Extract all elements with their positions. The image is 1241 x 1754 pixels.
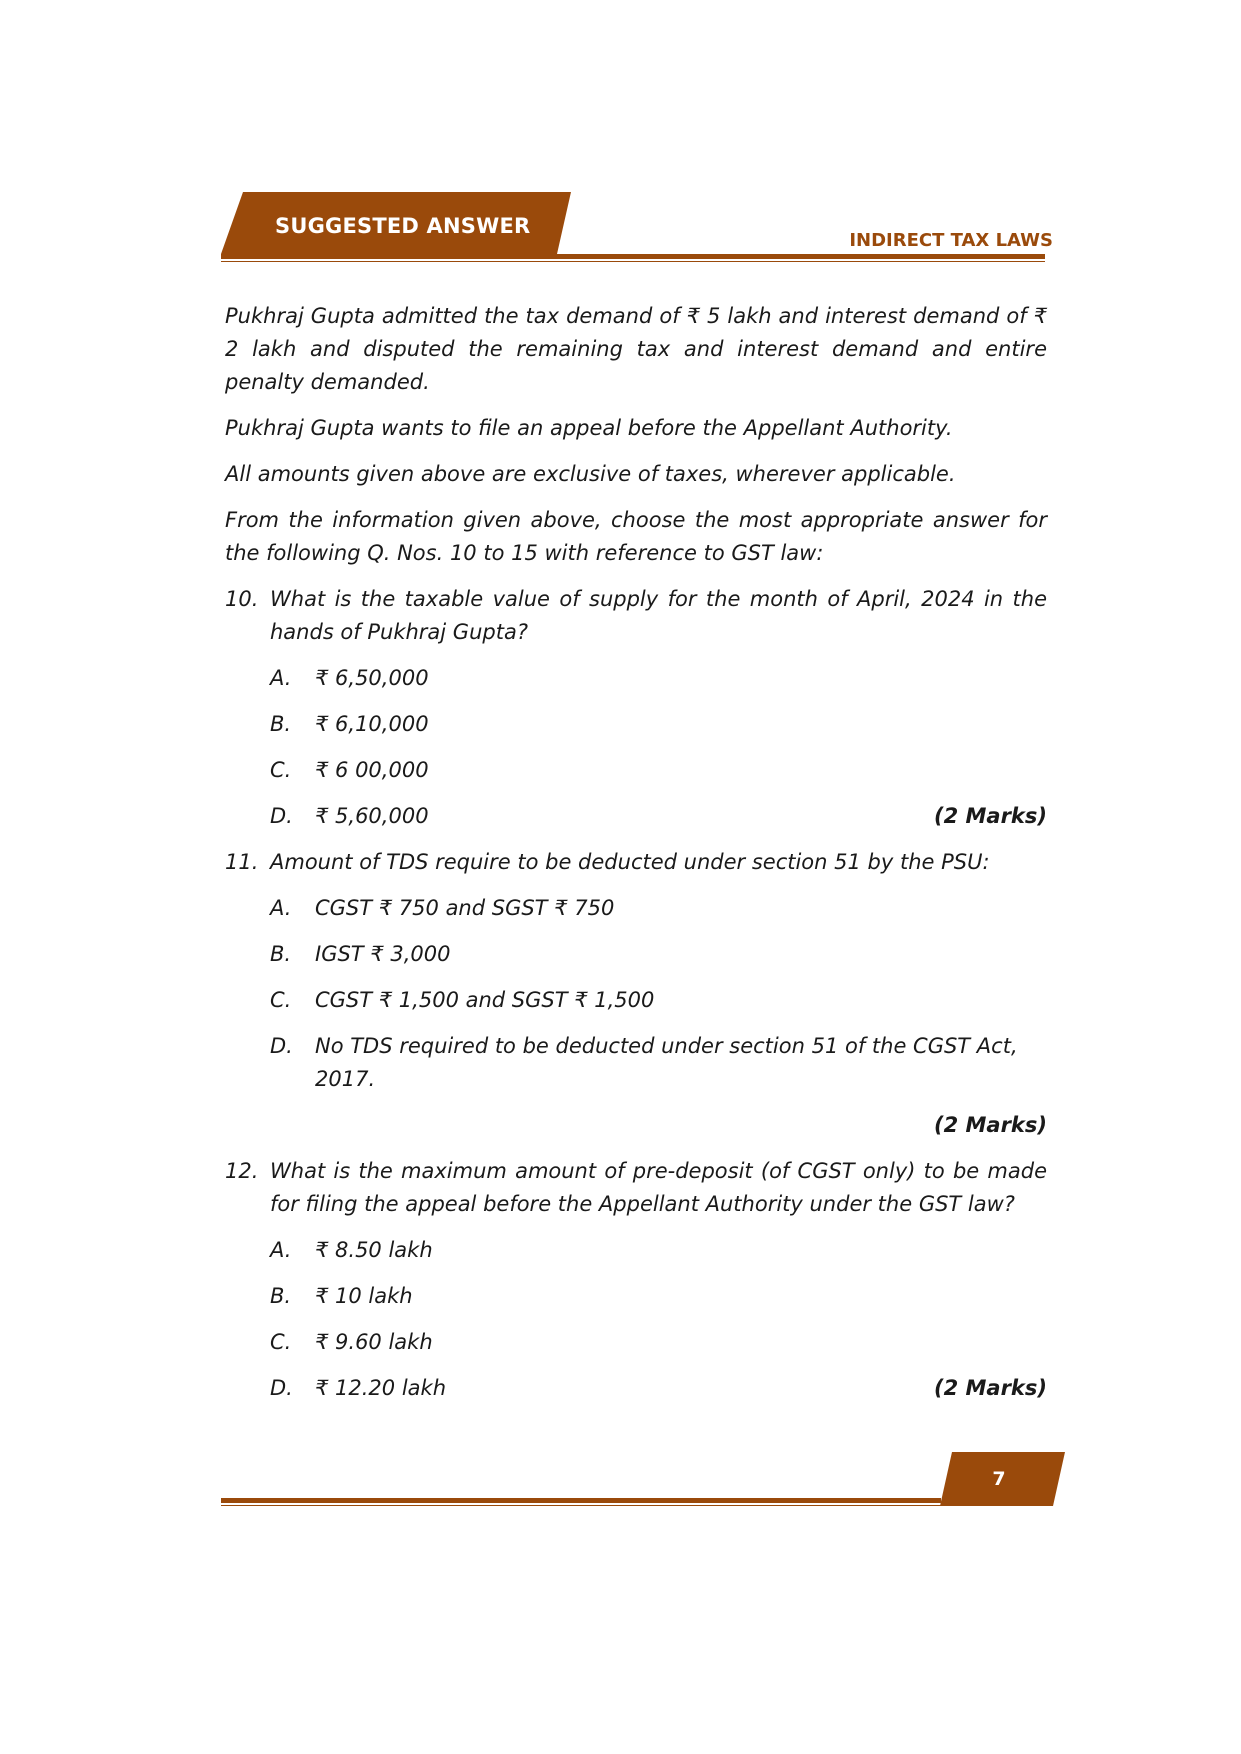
option-c xyxy=(270,754,1047,787)
intro-paragraph: From the information given above, choose the most appropriate answer for the following Q. Nos. 10 to 15 with reference to GST law: xyxy=(225,508,1047,565)
option-d xyxy=(270,1030,1047,1096)
option-letter: B. xyxy=(270,942,292,966)
option-a xyxy=(270,1234,1047,1267)
page-number: 7 xyxy=(992,1468,1006,1490)
question-number: 11. xyxy=(225,850,259,874)
question-12 xyxy=(225,1155,1047,1221)
intro-paragraph: All amounts given above are exclusive of taxes, wherever applicable. xyxy=(225,462,956,486)
subject-title: INDIRECT TAX LAWS xyxy=(849,230,1053,251)
header-rule-thin xyxy=(221,261,1045,262)
option-d xyxy=(270,1372,1047,1405)
option-text: ₹ 6,10,000 xyxy=(315,712,429,736)
option-letter: C. xyxy=(270,988,292,1012)
option-letter: B. xyxy=(270,712,292,736)
option-text: No TDS required to be deducted under section 51 of the CGST Act, 2017. xyxy=(315,1034,1018,1091)
option-letter: A. xyxy=(270,896,292,920)
option-text: ₹ 6,50,000 xyxy=(315,666,429,690)
option-a xyxy=(270,892,1047,925)
option-text: ₹ 9.60 lakh xyxy=(315,1330,433,1354)
option-text: ₹ 6 00,000 xyxy=(315,758,429,782)
question-number: 12. xyxy=(225,1159,259,1183)
intro-paragraph: Pukhraj Gupta wants to file an appeal before the Appellant Authority. xyxy=(225,416,953,440)
option-letter: A. xyxy=(270,666,292,690)
header-tab xyxy=(221,192,571,258)
option-b xyxy=(270,1280,1047,1313)
option-d xyxy=(270,800,1047,833)
page-number-tab xyxy=(940,1452,1065,1506)
option-letter: A. xyxy=(270,1238,292,1262)
option-letter: D. xyxy=(270,1034,293,1058)
header-tab-label: SUGGESTED ANSWER xyxy=(275,214,531,238)
option-text: ₹ 12.20 lakh xyxy=(315,1376,447,1400)
question-10 xyxy=(225,583,1047,649)
option-text: CGST ₹ 1,500 and SGST ₹ 1,500 xyxy=(315,988,655,1012)
question-text: What is the maximum amount of pre-deposit (of CGST only) to be made for filing the appeal before the Appellant Authority under the GST law? xyxy=(270,1159,1047,1216)
footer-rule-thin xyxy=(221,1505,1045,1506)
option-text: ₹ 5,60,000 xyxy=(315,804,429,828)
option-text: IGST ₹ 3,000 xyxy=(315,942,451,966)
option-text: CGST ₹ 750 and SGST ₹ 750 xyxy=(315,896,615,920)
marks-label: (2 Marks) xyxy=(933,804,1047,828)
option-c xyxy=(270,1326,1047,1359)
option-letter: C. xyxy=(270,758,292,782)
document-body xyxy=(225,300,1047,1418)
option-letter: C. xyxy=(270,1330,292,1354)
marks-label: (2 Marks) xyxy=(933,1376,1047,1400)
question-text: What is the taxable value of supply for the month of April, 2024 in the hands of Pukhraj Gupta? xyxy=(270,587,1047,644)
option-letter: B. xyxy=(270,1284,292,1308)
option-c xyxy=(270,984,1047,1017)
marks-label: (2 Marks) xyxy=(933,1113,1047,1137)
header-rule xyxy=(221,254,1045,259)
question-11 xyxy=(225,846,1047,879)
intro-paragraph: Pukhraj Gupta admitted the tax demand of ₹ 5 lakh and interest demand of ₹ 2 lakh and disputed the remaining tax and interest demand and entire penalty demanded. xyxy=(225,304,1047,394)
question-number: 10. xyxy=(225,587,259,611)
option-text: ₹ 8.50 lakh xyxy=(315,1238,433,1262)
option-text: ₹ 10 lakh xyxy=(315,1284,413,1308)
footer-rule xyxy=(221,1498,941,1503)
option-a xyxy=(270,662,1047,695)
option-letter: D. xyxy=(270,1376,293,1400)
option-b xyxy=(270,938,1047,971)
option-b xyxy=(270,708,1047,741)
option-letter: D. xyxy=(270,804,293,828)
question-text: Amount of TDS require to be deducted under section 51 by the PSU: xyxy=(270,850,990,874)
